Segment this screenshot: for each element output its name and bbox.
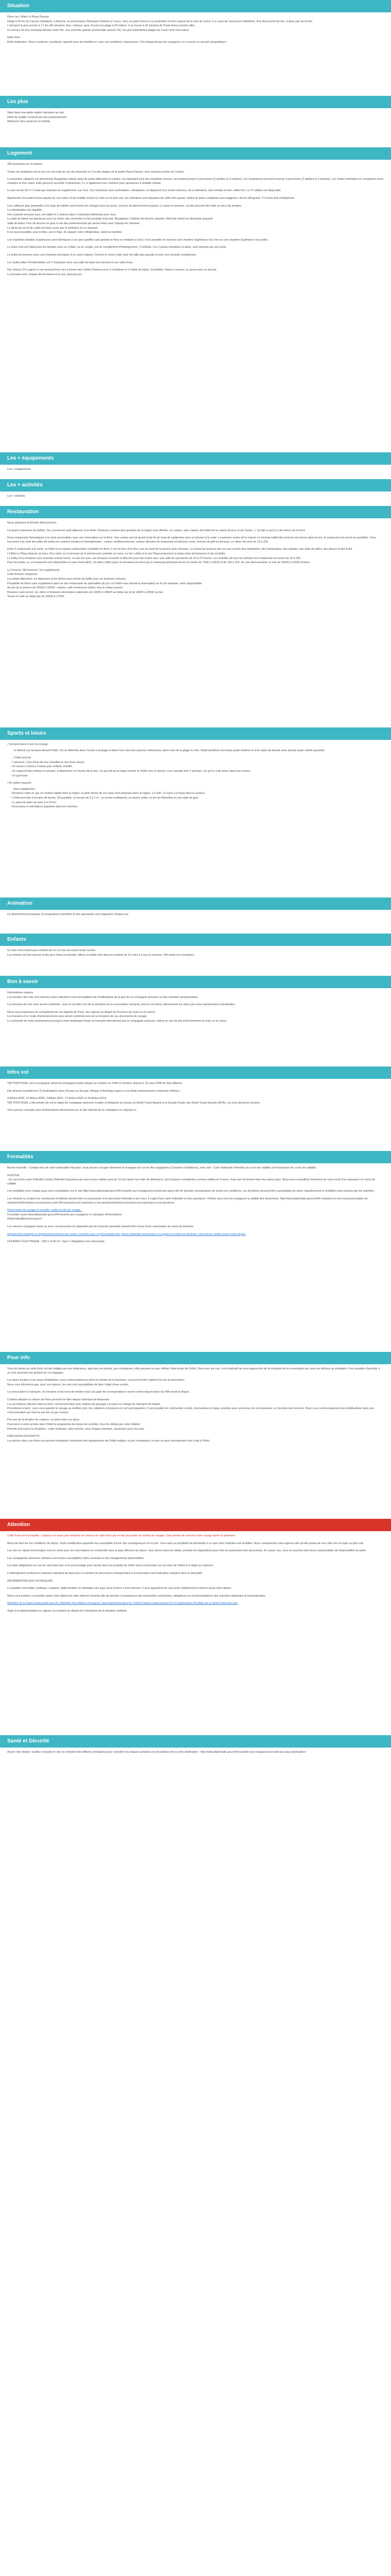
savoir-para: Les horaires et le mode d'acheminement vous seront confirmés lors de la réception de vos documents de voyage.	[7, 1015, 148, 1019]
savoir-para: La continuité de votre acheminement jusqu'à votre destination finale est assurée directement par la compagnie aérienne, même en cas de pré-acheminement en train ou en avion.	[7, 1019, 227, 1023]
pourinfo-para: Les procédures décrites dans la fiche concernent Paris avec indices de passage à la prise en charge de l'aéroport de départ.	[7, 1402, 161, 1406]
list-item: - Un tennis à remous 3 bains pour enfants chauffé,	[10, 765, 384, 769]
restauration-formula-line: Cette formule comprend :	[7, 573, 39, 577]
formalites-link-text: Consultez aussi www.diplomatie.gouv.fr/fr/conseils-aux-voyageurs et rubriques d'informations	[7, 1213, 122, 1216]
pourinfo-para: Tous les textes de cette fiche ont été rédigés par nos rédacteurs, ainsi que les photos, par conséquent, elles peuvent ne pas refléter l'état actuel de l'hôtel. Dans tous les cas, il est impératif de vous rapprocher de la réception de la convocation qui vous est délivrée au préalable. Il est possible d'accéder à un club assurant une gestion de vos bagages.	[7, 1367, 380, 1375]
restauration-para: Le lobby et la réception sont ouvertes à toute heure. Le bar est avec une terrasse couverte et décorée pour des loisirs avec une salle de spectacles de 20 à 22 heures. Les activités de tous les enfants et le restaurant est ouvert de 19 à 22h.	[7, 556, 301, 560]
situation-para-3: L'aéroport le plus proche à 17 km (40 minutes). Bus, voitures, taxis. Accès à la plage à 50 mètres. Il se trouve à 30 minutes de Punta Arena (centre ville).	[7, 24, 196, 28]
section-title-activites: Les + activités	[0, 479, 391, 492]
restauration-para: Nous adoptons la formule demi-pension.	[7, 521, 57, 524]
logement-para-b: La terrasse avec chaque lits terrasses et la vue, quel jacuzzi.	[7, 273, 83, 276]
situation-subheading: Notre Avis :	[7, 36, 22, 40]
list-item: - Un espace/Club enfants et transats, à déterminer en heures de la mer. Ce qui fait qu'un large comme le l'hôtel vers le Gerner. Une cascade très 2 piscines. Ce qu'il y a de mieux dans les rochers.	[10, 770, 384, 774]
attention-para-b: Nous vous invitons à consulter avant votre départ les sites internet suivants afin de prendre connaissance des éventuelles restrictions, obligations ou recommandations des autorités nationales et internationales.	[7, 1594, 266, 1598]
section-title-pour-info: Pour info	[0, 1352, 391, 1364]
logement-para: La première catégorie est dénommée Bungalows (situés dans de petits bâtiments en jardin). Les Standard sont des chambres neuves, accueillant jusqu'à 4 personnes (2 adultes et 2 enfants). Les Supérieures peuvent recevoir 4 personnes (2 adultes et 2 enfants). Les Suites Familiales se composent d'une chambre et d'un salon. Elles peuvent accueillir 5 personnes. Il y a également une chambre pour personnes à mobilité réduite.	[7, 178, 384, 185]
list-item: - 2 piscines, l'une d'eau de mer chauffée et une d'eau douce,	[10, 761, 384, 765]
section-enfants	[0, 934, 391, 976]
section-title-sports: Sports et loisirs	[0, 727, 391, 740]
enfants-para: Les enfants ont leur piscine et des jeux d'eau et activités. Mieux au bébé club dans les enfants de 10 mois à 3 ans (à réserver. 24h avant à la réception).	[7, 953, 195, 957]
list-item: - L'hôtel procède 3 terrains de tennis. S'il possible, un terrain de 6 à 7 m., un terrain multisports, un beach volley, un jeu de fléchettes et une salle de gym.	[10, 796, 384, 801]
savoir-para: Les horaires de vols vous seront confirmés : pour le vol aller, lors de la réception de la convocation aéroport, pour le vol retour, directement sur place par votre représentant à destination.	[7, 1003, 236, 1007]
section-logement	[0, 147, 391, 452]
formalites-note-title: A NOTER	[7, 1174, 20, 1177]
restauration-para: Un grand restaurant de buffets. On y prend son petit déjeuner et le dîner. Plusieurs cuisines plus grandes de la région sont offertes, en cuisine, avec espace de buffet de la cuisine (Cuzco et de l'ouest...). Ça fait ce qu'il y a de mieux sur le bord.	[7, 529, 306, 532]
section-pour-info	[0, 1352, 391, 1519]
infos-para: TAP PORTUGAL est la compagnie aérienne portugaise leader depuis sa création en 1945 et membre depuis le 14 mars 2005 de Star Alliance.	[7, 1082, 183, 1085]
attention-para: Les compagnies aériennes utilisées sont toutes susceptibles d'être soumises à des changements imprévisibles.	[7, 1556, 145, 1560]
attention-para: Merci de bien lire les conditions de séjour. Toute modification apportée est susceptible d'avoir des conséquences sur le prix. Vous avez la possibilité de demander à ce que votre chambre soit modifiée. Nous contacterons votre agence afin qu'elle puisse de son côté s'en occuper au plus vite.	[7, 1541, 364, 1545]
infos-para: Elle dessert actuellement 75 destinations dans 34 pays en Europe, Afrique et Amérique grâce à une flotte exclusivement composée d'Airbus :	[7, 1089, 181, 1093]
logement-para: Le prix est de 50 € / 2 nuits par chambre en supplément, vue Tout. Ces chambres sont confortables, climatisées, et disposent d'un sèche-cheveux, de la télévision, d'un minibar et d'un coffre-fort. La TV câblée est disponible.	[7, 189, 282, 193]
formalites-para-b[interactable]: Département étranger et département doivent être assez contrôlés avec la présentation des pièces d'identité nécessaires et exigées à l'entrée du territoire. Vous devez vérifier avant votre départ.	[7, 1232, 246, 1236]
restauration-formula-line: Tenue et code au lobby bar de 16h00 à 17h30.	[7, 595, 65, 599]
sante-para: Avant votre départ, veuillez consulter le site du ministère des Affaires étrangères pour connaître les risques sanitaires et sécuritaires liés à votre destination : http://www.diplomatie.gouv.fr/fr/conseils-aux-voyageurs/conseils-par-pays-destination/	[7, 1751, 306, 1754]
logement-para: Salle de bains: Plus de douche en gres à voir des professionnels qui seront livrés avec l'équipe de chambre.	[7, 222, 141, 225]
attention-para: Les vols en classe économique sont en vente pour les réservations en conformité avec la date effective du séjour. Vous devez dans les délais, prendre les dispositions pour être en possession des documents. En aucun cas, nous ne saurions être tenus responsables de l'impossibilité de partir.	[7, 1549, 367, 1553]
pourinfo-para: Certains départs et retours de Paris peuvent se faire depuis l'aéroport de Beauvais.	[7, 1398, 110, 1401]
plus-line-3: Idéal pour des vacances en famille	[7, 120, 51, 124]
section-savoir	[0, 976, 391, 1066]
attention-para: L'hébergement s'entend en chambre standard de base pour le nombre de personnes correspondant à la réservation sauf indication contraire dans le descriptif.	[7, 1571, 203, 1575]
pourinfo-subtitle: PRÉCISION DESCRIPTIF	[7, 1435, 40, 1438]
infos-para: TAP PORTUGAL a été primée (ils ont la statut de compagnie aérienne modèle et désignée au niveau du World Travel Awards à la Grande Finale des World Travel Awards (WTA), ces trois dernières années.	[7, 1101, 260, 1105]
attention-footnote: Sujet à la réglementation en vigueur au moment du départ et à l'évolution de la situation sanitaire.	[7, 1609, 127, 1613]
infos-para: Vous pouvez consulter plus d'informations directement sur le site Internet de la compagnie en cliquant ici.	[7, 1109, 137, 1112]
formalites-para-b: COURANT ÉLECTRIQUE : 230 V et 50 Hz. Type F. Adaptateur non nécessaire.	[7, 1240, 106, 1244]
plus-line-2: Hôtel de qualité construit par des professionnels	[7, 115, 67, 119]
section-equipements	[0, 452, 391, 479]
savoir-para: Nous nous proposons en complément de vos départs de Paris, des séjours au départ de Province (en train ou en avion).	[7, 1010, 156, 1014]
formalites-para-b: Les mineurs voyageant seuls ou avec une personne ne disposant pas de l'autorité parentale doivent être munis d'une autorisation de sortie du territoire.	[7, 1225, 194, 1228]
situation-para-2: Dirigé à 20 km du Cap de Caballería, à Arizona, en provenance d'Aeroport d'Arbres à Cuzco. Vers un point réservé à la protection et d'un espace de la côte de Cuzco. Il y a peu de ressources hôtelières. À la découverte du lieu, à deux pas de la mer.	[7, 20, 313, 23]
sports-included-para: Le Mencé sur terrasse devant l'hôtel. On se détendra dans l'océan à la plage et dans l'une des trois piscines extérieures, dans l'une de la plage en mer, l'hôtel bénéficie d'un beau jardin d'arbres et d'un salon de beauté avec piscine (avec entrée payante).	[13, 749, 325, 752]
pourinfo-para: Pré-avis de la location de voitures, et autres bien sur place.	[7, 1418, 80, 1422]
enfants-para: Un mini club (mixte) pour enfants de 4 à 12 ans est ouvert toute l'année.	[7, 949, 96, 952]
restauration-formula-line: Les petits déjeuners, les déjeuners et les dîners sous forme de buffet avec les boissons incluses.	[7, 577, 127, 581]
section-attention	[0, 1519, 391, 1735]
formalites-email-link[interactable]: Diplomatie@interieur.gouv.fr	[7, 1217, 42, 1221]
sports-option-subtitle: Avec supplément :	[13, 787, 37, 791]
restauration-para: Pour les petits, ou un restaurant sont disponibles et sans réservation. Un dîner buffet (pour la semaine) est servi par le restaurant principal ouvert en soirée de 7h30 à 10h30 et de 19h à 22h. En une demi-pension, le soir de 19h00 à 22h00 environ.	[7, 561, 311, 565]
logement-para: Une superbe terrasse avec une table et 2 chaises (plus 2 transats) individuels pour vous.	[7, 213, 117, 216]
formalites-para: Les modalités pour chaque pays sont consultables sur le site http://www.diplomatie.gouv.fr/fr/conseils-aux-voyageurs/conseils-par-pays/ afin de prendre connaissance de toutes les conditions, ces dernières peuvent être susceptibles de varier régulièrement et modifiées sans préavis par les autorités.	[7, 1190, 375, 1193]
logement-para-b: La Suite sont est l'idéal pour les familles avec un enfant, ou en couple, est en complément d'hébergement : 2 enfants. Les 4 points chambres et salon, sont séparés par une porte.	[7, 246, 227, 249]
pourinfo-para: Nous vous informons que, pour vos séjours, les vols sont susceptibles de faire l'objet d'une escale.	[7, 1383, 129, 1386]
section-title-restauration: Restauration	[0, 506, 391, 518]
section-activites	[0, 479, 391, 506]
section-restauration	[0, 506, 391, 727]
situation-para-4: Un service de bus municipal dessert toute l'île. Une seconde grande promenade entoure l'île, les plus importantes plages de Cuzco sont tout autour.	[7, 28, 190, 32]
list-item: - Un gymnase	[10, 774, 384, 778]
list-item: - Le sport de plein air avec 5 à 10 km.	[10, 801, 384, 805]
section-title-attention: Attention	[0, 1519, 391, 1531]
savoir-para: Informations uniques.	[7, 991, 34, 994]
attention-para-b: La situation sécuritaire, politique, sanitaire, réglementaire et climatique des pays peut évoluer à tout moment. Il vous appartient de vous tenir régulièrement informé avant votre départ.	[7, 1587, 232, 1590]
logement-para: Une coiffeuse (par demande) et le linge de toilette sont fournis (et changés tous les jours). Service de blanchisserie payant. Le salon et terrasse. Les lits peuvent être faits en deux lits simples.	[7, 204, 242, 208]
attention-links[interactable]: Ministère de la Santé (www.sante.gouv.fr), Ministère des Affaires étrangères (www.diplomatie.gouv.fr), Institut Pasteur (www.pasteur.fr) et Organisation Mondiale de la Santé (www.who.int).	[7, 1602, 238, 1605]
equipements-line: Les + équipements	[7, 468, 31, 471]
logement-para: Agrémenté d'un petit bureau séparé du coin salon et de mobilier tressé en rotin ou en bois ciré, les chambres sont équipées de coffre-fort payant. Salles de bains complètes avec baignoire. Accès wifi gratuit. TV écran plat et téléphone.	[7, 196, 295, 200]
attention-para: Les frais obligatoires en cas de carte bancaire et le pourcentage pour l'achat dans les produits de l'hôtel sont à rechercher sur les sites de l'hôtel et à régler en espèces.	[7, 1564, 214, 1568]
formalites-para: Les mineurs (y compris les nourrissons et bébés) doivent être en possession d'un document d'identité à leur nom. Il s'agit d'une carte d'identité ou d'un passeport. Vérifiez pour tous les voyageurs la validité des documents. http://www.diplomatie.gouv.fr/fr/le-ministere-et-son-reseau/actualites-du-ministere/informations-coronavirus-covid-19/coronavirus-les-reponses-a-vos-questions/article/coronavirus-les-reponses-a-vos-questions	[7, 1197, 369, 1205]
attention-subheading: INFORMATIONS AUX VOYAGEURS	[7, 1579, 53, 1583]
restauration-para: Entre 2 restaurants à la carte, un hôtel et un espace restauration complété en drink, il est en face d'un Bar Luxe au bord de la piscine avec terrasse. Le snack bar propose des en-cas comme des sandwichs, des hamburgers, des salades, des plats de pâtes, des glaces et des fruits.	[7, 548, 353, 551]
section-sports	[0, 727, 391, 897]
section-title-formalites: Formalités	[0, 1151, 391, 1163]
pourinfo-para: La convocation à l'aéroport, les horaires et les lieux de rendez-vous à la gare de correspondance seront communiqués dans les 48h avant le départ.	[7, 1391, 190, 1394]
section-plus	[0, 96, 391, 147]
pourinfo-para: Les taxes locales et les taxes d'habitation, nous communiquerons dans les limites de la brochure, ne pourront être réglées lors de la réservation.	[7, 1379, 185, 1382]
attention-para: Cette fiche est incomplète. L'agence ne saura pas réclamer les erreurs de cette fiche qui ne fait pas partie du contrat de voyage. Cela permet de recevoir votre voyage après le paiement.	[7, 1534, 236, 1537]
section-infos-vol	[0, 1066, 391, 1151]
sports-option-list	[10, 792, 384, 809]
pourinfo-para: Période d'accueil à la réception : visite médicale, votre arrivée, sous chaque chambre, ascenseur pour l'accueil.	[7, 1427, 144, 1431]
sports-included-title: • Compris dans le prix du voyage	[7, 743, 384, 747]
section-title-logement: Logement	[0, 147, 391, 160]
restauration-formula-line: Possibilité de dîner sans supplément dans un des restaurants de spécialités (le jour où l'hôtel vous fournit la réservation) en fin de semaine, selon disponibilité.	[7, 582, 203, 585]
logement-para-b: Par chacun (Tri cuges) et une terrasse/Vue mer à travers des Suites Piscines avec 3 chambres et 2 salles de bains. Complètes. Bains à remous, la sauna avec un jacuzzi.	[7, 268, 217, 272]
section-title-situation: Situation	[0, 0, 391, 12]
logement-para: La tâche de vol et de cafés est mise à jour par le ministère en ce moment.	[7, 226, 99, 230]
formalites-para: - En cas d'une carte d'identité (cartes d'identité françaises qui sont encore valides plus de 10 ans après leur date de délivrance, sont toujours considérées comme valides en France, mais pas forcément dans les autres pays. Nous vous conseillons fortement de vous munir d'un passeport en cours de validité.	[7, 1178, 376, 1185]
situation-para-1: Direct sur l'hôtel La Playa Paraíso	[7, 15, 50, 19]
formalites-para: Bonne nouvelle : Compte tenu de votre nationalité française, vous pouvez voyager librement en Espagne (et sur les îles espagnoles (Canaries et Baléares), avec soit : Carte Nationale d'Identité (en cours de validité) soit Passeport (en cours de validité).	[7, 1166, 317, 1170]
restauration-formula-line: Boissons sans alcool, vin, bière et boissons alcoolisées nationales de 10h00 à 18h00 au lobby bar et de 18h00 à 23h00 au bar.	[7, 590, 164, 594]
activites-line: Les + activités	[7, 495, 25, 498]
infos-para: 4 Airbus A340, 12 Airbus A330, 3 Airbus A321, 17 Airbus A320 et 19 Airbus A319.	[7, 1097, 107, 1100]
logement-para: Il est aussi possible, pour le bloc, par le frigo, de séparer votre réfrigérateur, dans la chambre.	[7, 231, 123, 234]
section-title-sante: Santé et Sécurité	[0, 1735, 391, 1748]
section-title-equipements: Les + équipements	[0, 452, 391, 465]
logement-para: 289 chambres sur 4 niveaux.	[7, 163, 43, 166]
logement-para-b: Les Suites dites Présidentielles ont 2 chambres avec une salle de bains (la mienne) et une salle d'eau.	[7, 261, 134, 264]
logement-para-b: Les chambres doubles Supérieures sont identiques à ces prix qualifiés (par grande en fleur se mettant un bon). Il est possible de réserver une chambre Supérieure Vue mer ou une chambre Supérieure Vue jardin.	[7, 238, 269, 242]
savoir-para: Les horaires des vols sont donnés à titre indicatif et sont susceptibles de modifications de la part de la compagnie aérienne ou des autorités aéroportuaires.	[7, 995, 199, 999]
logement-para: La salle de bains est spacieuse avec un miroir, des serviettes et des produits d'accueil. Bungalows: Cabines de douche séparée. Mini-bar rempli sur demande (payant).	[7, 217, 214, 221]
list-item: - Plusieurs clubs et, par un contact rapide dans la région, le petit Tennis de ces spas sont proposés dans la région. Le Golf : à Cuzco La Playa dans le secteur.	[10, 792, 384, 796]
pourinfo-para: Les photos dans ces fiches ne peuvent remplacer l'ensemble des équipements de l'hôtel indiqué, et par conséquent, le nom ne peut correspondre tout à fait à l'hôtel.	[7, 1439, 210, 1443]
situation-tail: Belle réalisation. Décor moderne, excellente capacité pour les familles et, avec une ambiance chaleureuse. Très fréquenté par les voyageurs, on y trouve un accueil sympathique !	[7, 40, 227, 44]
formalites-link[interactable]: Réservation de voyage et conseils, visitez le site de voyage :	[7, 1209, 83, 1212]
pourinfo-para: Procédures à bord : pour vous garantir le voyage au meilleur prix, les collations et boissons en vol sont payantes. Il est possible de commander à bord, réservations et repas, produits avec une tenue de circonstances, en fonction des horaires. Nous vous communiquerons les modifications dans une communication par mail ou par fax ou par courrier.	[7, 1407, 374, 1414]
restauration-para: L'Hôtel La Playa dispose de bars, d'un salon ou la terrasse de la piscine pour prendre un verre. Le bar Lobby et le bar Playa proposent un large choix de boissons et de cocktails.	[7, 552, 226, 555]
section-formalites	[0, 1151, 391, 1352]
section-animation	[0, 897, 391, 934]
section-sante	[0, 1735, 391, 1776]
section-title-animation: Animation	[0, 897, 391, 910]
sports-club-list	[10, 761, 384, 778]
section-title-enfants: Enfants	[0, 934, 391, 946]
section-situation	[0, 0, 391, 96]
section-title-savoir: Bon à savoir	[0, 976, 391, 988]
section-title-plus: Les plus	[0, 96, 391, 108]
pourinfo-para: Parcourez à votre arrivée dans l'hôtel le programme de toutes les activités, tous les détails par votre hôtelier.	[7, 1422, 141, 1426]
sports-club-title: L'hôtel prévoit :	[13, 756, 32, 760]
restauration-para: Deux restaurants thématiques à la carte accessibles avec une réservation sur la fiche. Une cuisine qui est grand et de fin de mois de septembre pour un dessert à la carte. La pension servie de la maison en formule buffet (de service) est incluse dans le prix, le restaurant est ouvert au quotidien. Vous trouverez à la carte des plats de toutes les cuisines locales et internationales : cuisine méditerranéenne, cuisine africaine (le restaurant est fait pour cela), formule de grill en terrasse. Le dîner est servi de 19 à 22h.	[7, 536, 376, 544]
list-item: - Excursions et animations payantes dans les environs.	[10, 805, 384, 809]
sports-option-title: • En option payante	[7, 782, 384, 786]
logement-para: La climatisation est réglable.	[7, 209, 43, 212]
plus-line-1: Situé dans une petite station balnéaire au sud	[7, 111, 64, 114]
restauration-formula-line: Au bar de la piscine de 10h00 à 18h00 : snacks, café et boissons (bière, eau et sodas locaux).	[7, 586, 124, 590]
restauration-formula-title: La Formule "All inclusive" (en supplément)	[7, 568, 60, 572]
logement-para-b: La Suite est terrasse avec une chambre principale et un salon séparé, Comme la Junior suite mais de taille plus grande et avec une terrasse somptueuse.	[7, 253, 197, 257]
animation-para: Un divertissement propose un programme d'activités et des spectacles sont organisés chaque jour.	[7, 913, 129, 916]
section-title-infos-vol: Infos vol	[0, 1066, 391, 1079]
logement-para: Toutes les chambres ont la vue sur soit celle du rez-de-chaussée ou l'un des étages de la partie Playa Paraíso, avec terrasse privée sur l'océan.	[7, 170, 185, 174]
